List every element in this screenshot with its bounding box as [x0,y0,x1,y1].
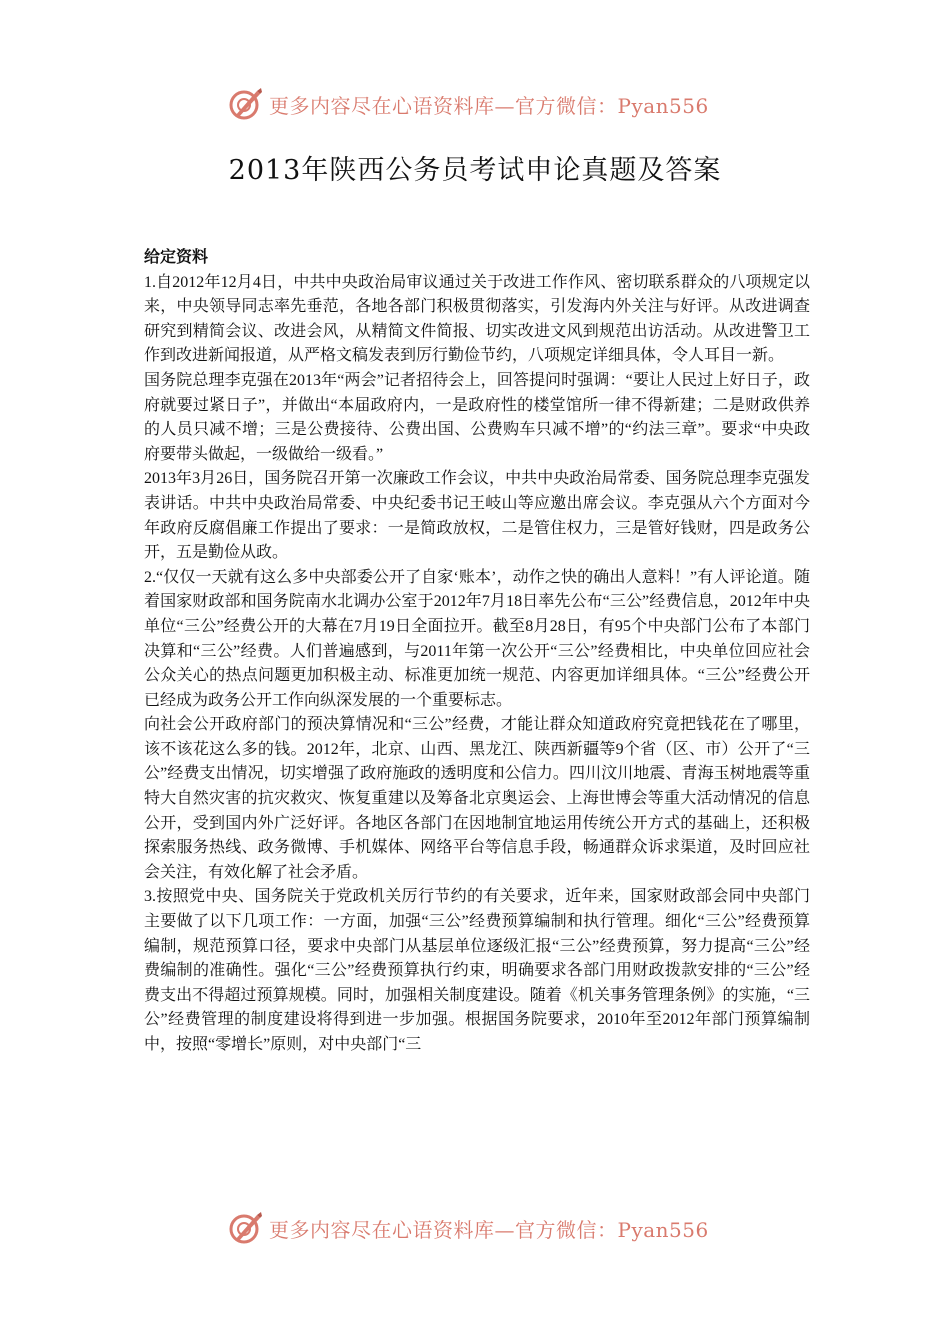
document-body [144,246,810,1058]
paragraph: 2013年3月26日，国务院召开第一次廉政工作会议，中共中央政治局常委、国务院总理李克强发表讲话。中共中央政治局常委、中央纪委书记王岐山等应邀出席会议。李克强从六个方面对今年政府反腐倡廉工作提出了要求：一是简政放权，二是管住权力，三是管好钱财，四是政务公开，五是勤俭从政。 [144,470,810,562]
section-heading: 给定资料 [144,249,209,266]
page-title: 2013年陕西公务员考试申论真题及答案 [228,155,722,186]
watermark-header [227,84,727,124]
watermark-text: 更多内容尽在心语资料库—官方微信：Pyan556 [269,1217,709,1242]
pen-logo-icon [227,86,263,122]
paragraph: 3.按照党中央、国务院关于党政机关厉行节约的有关要求，近年来，国家财政部会同中央部门主要做了以下几项工作：一方面，加强“三公”经费预算编制和执行管理。细化“三公”经费预算编制，规范预算口径，要求中央部门从基层单位逐级汇报“三公”经费预算，努力提高“三公”经费编制的准确性。强化“三公”经费预算执行约束，明确要求各部门用财政拨款安排的“三公”经费支出不得超过预算规模。同时，加强相关制度建设。随着《机关事务管理条例》的实施，“三公”经费管理的制度建设将得到进一步加强。根据国务院要求，2010年至2012年部门预算编制中，按照“零增长”原则，对中央部门“三 [144,888,810,1053]
paragraph: 2.“仅仅一天就有这么多中央部委公开了自家‘账本’，动作之快的确出人意料！”有人评论道。随着国家财政部和国务院南水北调办公室于2012年7月18日率先公布“三公”经费信息，2012年中央单位“三公”经费公开的大幕在7月19日全面拉开。截至8月28日，有95个中央部门公布了本部门决算和“三公”经费。人们普遍感到，与2011年第一次公开“三公”经费相比，中央单位回应社会公众关心的热点问题更加积极主动、标准更加统一规范、内容更加详细具体。“三公”经费公开已经成为政务公开工作向纵深发展的一个重要标志。 [144,568,810,709]
paragraph: 向社会公开政府部门的预决算情况和“三公”经费，才能让群众知道政府究竟把钱花在了哪里，该不该花这么多的钱。2012年，北京、山西、黑龙江、陕西新疆等9个省（区、市）公开了“三公”经费支出情况，切实增强了政府施政的透明度和公信力。四川汶川地震、青海玉树地震等重特大自然灾害的抗灾救灾、恢复重建以及筹备北京奥运会、上海世博会等重大活动情况的信息公开，受到国内外广泛好评。各地区各部门在因地制宜地运用传统公开方式的基础上，还积极探索服务热线、政务微博、手机媒体、网络平台等信息手段，畅通群众诉求渠道，及时回应社会关注，有效化解了社会矛盾。 [144,716,810,881]
watermark-footer [227,1208,727,1248]
watermark-text: 更多内容尽在心语资料库—官方微信：Pyan556 [269,93,709,118]
paragraph: 1.自2012年12月4日，中共中央政治局审议通过关于改进工作作风、密切联系群众的八项规定以来，中央领导同志率先垂范，各地各部门积极贯彻落实，引发海内外关注与好评。从改进调查研究到精简会议、改进会风，从精简文件简报、切实改进文风到规范出访活动。从改进警卫工作到改进新闻报道，从严格文稿发表到厉行勤俭节约，八项规定详细具体，令人耳目一新。 [144,273,810,365]
pen-logo-icon [227,1210,263,1246]
paragraph: 国务院总理李克强在2013年“两会”记者招待会上，回答提问时强调：“要让人民过上好日子，政府就要过紧日子”，并做出“本届政府内，一是政府性的楼堂馆所一律不得新建；二是财政供养的人员只减不增；三是公费接待、公费出国、公费购车只减不增”的“约法三章”。要求“中央政府要带头做起，一级做给一级看。” [144,371,810,463]
